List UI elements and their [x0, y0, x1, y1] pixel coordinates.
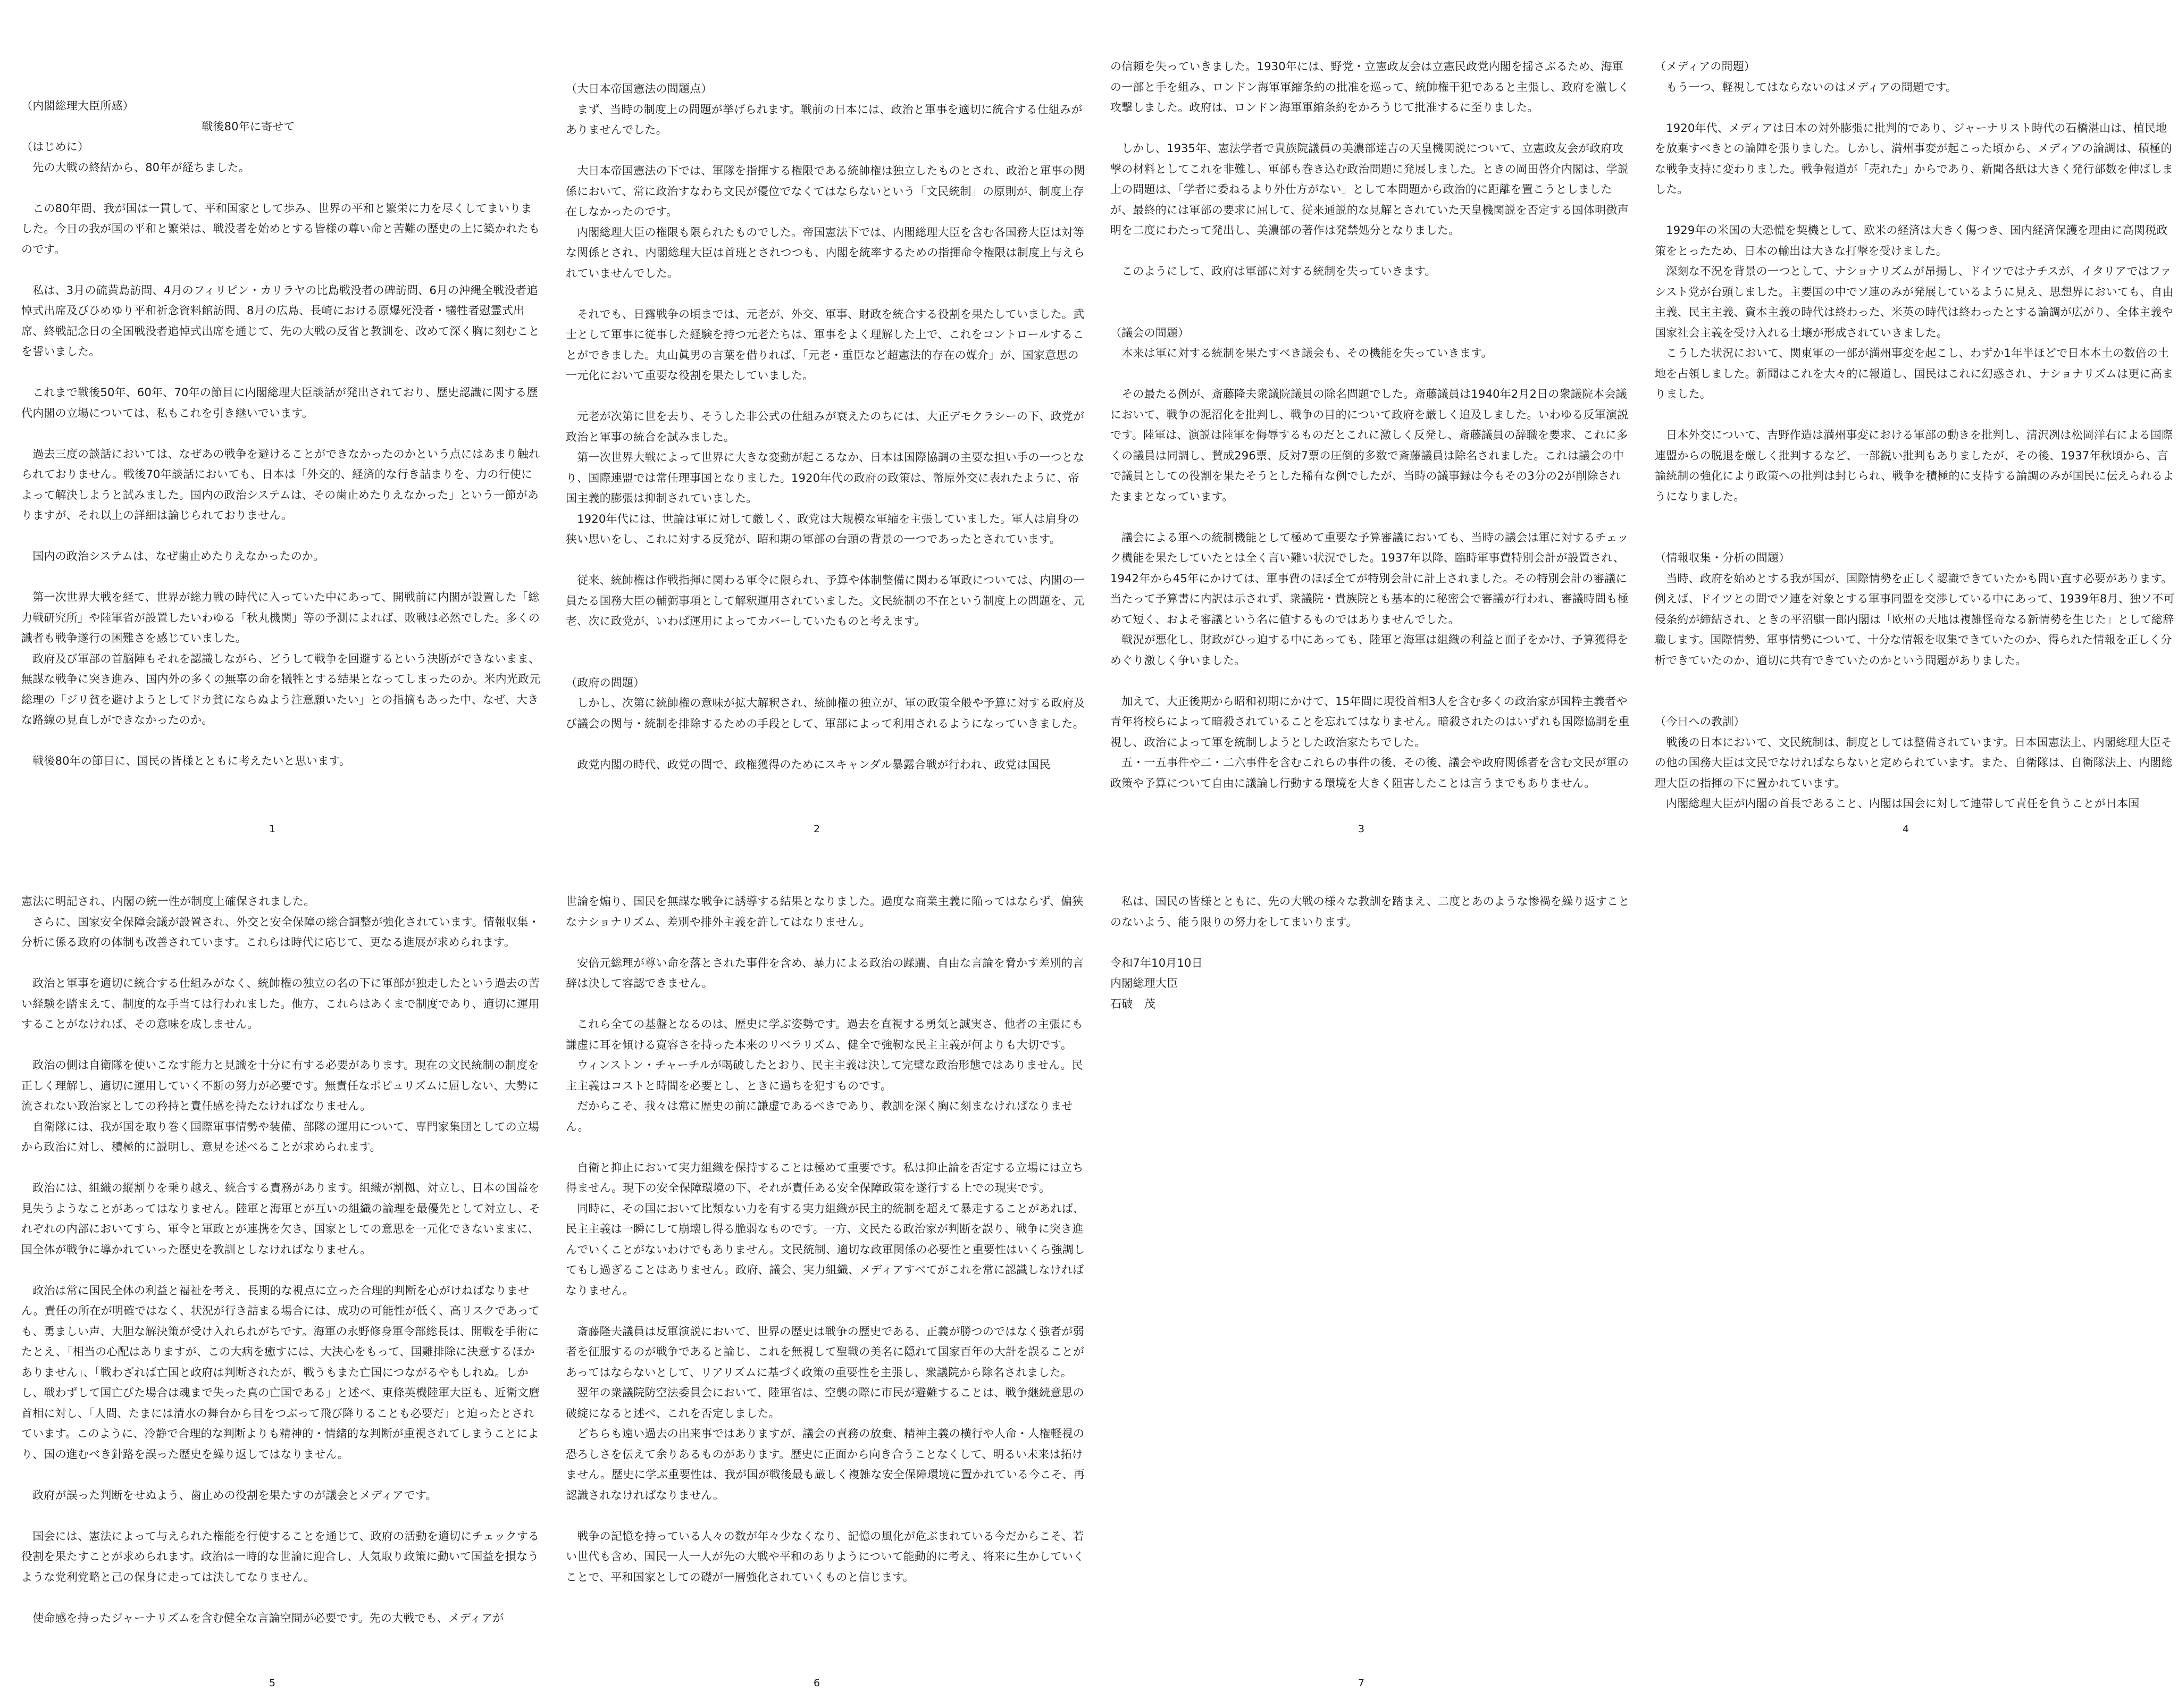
page-text: 世論を煽り、国民を無謀な戦争に誘導する結果となりました。過度な商業主義に陥ってはならず、偏狭なナショナリズム、差別や排外主義を許してはなりません。 安倍元総理が尊い命を落とされた事件を含め、暴力による政治の蹂躙、自由な言論を脅かす差別的言辞は決して容認できません。 これら全ての基盤となるのは、歴史に学ぶ姿勢です。過去を直視する勇気と誠実さ、他者の主張にも謙虚に耳を傾ける寛容さを持った本来のリベラリズム、健全で強靭な民主主義が何よりも大切です。 ウィンストン・チャーチルが喝破したとおり、民主主義は決して完璧な政治形態ではありません。民主主義はコストと時間を必要とし、ときに過ちを犯すものです。 だからこそ、我々は常に歴史の前に謙虚であるべきであり、教訓を深く胸に刻まなければなりません。 自衛と抑止において実力組織を保持することは極めて重要です。私は抑止論を否定する立場には立ち得ません。現下の安全保障環境の下、それが責任ある安全保障政策を遂行する上での現実です。 同時に、その国において比類ない力を有する実力組織が民主的統制を超えて暴走することがあれば、民主主義は一瞬にして崩壊し得る脆弱なものです。一方、文民たる政治家が判断を誤り、戦争に突き進んでいくことがないわけでもありません。文民統制、適切な政軍関係の必要性と重要性はいくら強調してもし過ぎることはありません。政府、議会、実力組織、メディアすべてがこれを常に認識しなければなりません。 斎藤隆夫議員は反軍演説において、世界の歴史は戦争の歴史である、正義が勝つのではなく強者が弱者を征服するのが戦争であると論じ、これを無視して聖戦の美名に隠れて国家百年の大計を誤ることがあってはならないとして、リアリズムに基づく政策の重要性を主張し、衆議院から除名されました。 翌年の衆議院防空法委員会において、陸軍省は、空襲の際に市民が避難することは、戦争継続意思の破綻になると述べ、これを否定しました。 どちらも遠い過去の出来事ではありますが、議会の責務の放棄、精神主義の横行や人命・人権軽視の恐ろしさを伝えて余りあるものがあります。歴史に正面から向き合うことなくして、明るい未来は拓けません。歴史に学ぶ重要性は、我が国が戦後最も厳しく複雑な安全保障環境に置かれている今こそ、再認識されなければなりません。 戦争の記憶を持っている人々の数が年々少なくなり、記憶の風化が危ぶまれている今だからこそ、若い世代も含め、国民一人一人が先の大戦や平和のありようについて能動的に考え、将来に生かしていくことで、平和国家としての礎が一層強化されていくものと信じます。 [566, 895, 1085, 1584]
page-number: 6 [813, 1677, 820, 1689]
page-number: 3 [1358, 823, 1365, 835]
page-text: 私は、国民の皆様とともに、先の大戦の様々な教訓を踏まえ、二度とあのような惨禍を繰り返すことのないよう、能う限りの努力をしてまいります。 令和7年10月10日 内閣総理大臣 石破 茂 [1110, 895, 1630, 1010]
page-number: 5 [269, 1677, 276, 1689]
page-7 [1089, 854, 1630, 1708]
page-number: 2 [813, 823, 820, 835]
page-1 [0, 0, 541, 854]
page-text: 憲法に明記され、内閣の統一性が制度上確保されました。 さらに、国家安全保障会議が設置され、外交と安全保障の総合調整が強化されています。情報収集・分析に係る政府の体制も改善されています。これらは時代に応じて、更なる進展が求められます。 政治と軍事を適切に統合する仕組みがなく、統帥権の独立の名の下に軍部が独走したという過去の苦い経験を踏まえて、制度的な手当ては行われました。他方、これらはあくまで制度であり、適切に運用することがなければ、その意味を成しません。 政治の側は自衛隊を使いこなす能力と見識を十分に有する必要があります。現在の文民統制の制度を正しく理解し、適切に運用していく不断の努力が必要です。無責任なポピュリズムに屈しない、大勢に流されない政治家としての矜持と責任感を持たなければなりません。 自衛隊には、我が国を取り巻く国際軍事情勢や装備、部隊の運用について、専門家集団としての立場から政治に対し、積極的に説明し、意見を述べることが求められます。 政治には、組織の縦割りを乗り越え、統合する責務があります。組織が割拠、対立し、日本の国益を見失うようなことがあってはなりません。陸軍と海軍とが互いの組織の論理を最優先として対立し、それぞれの内部においてすら、軍令と軍政とが連携を欠き、国家としての意思を一元化できないままに、国全体が戦争に導かれていった歴史を教訓としなければなりません。 政治は常に国民全体の利益と福祉を考え、長期的な視点に立った合理的判断を心がけねばなりません。責任の所在が明確ではなく、状況が行き詰まる場合には、成功の可能性が低く、高リスクであっても、勇ましい声、大胆な解決策が受け入れられがちです。海軍の永野修身軍令部総長は、開戦を手術にたとえ、「相当の心配はありますが、この大病を癒すには、大決心をもって、国難排除に決意するほかありません」、「戦わざれば亡国と政府は判断されたが、戦うもまた亡国につながるやもしれぬ。しかし、戦わずして国亡びた場合は魂まで失った真の亡国である」と述べ、東條英機陸軍大臣も、近衛文麿首相に対し、「人間、たまには清水の舞台から目をつぶって飛び降りることも必要だ」と迫ったとされています。このように、冷静で合理的な判断よりも精神的・情緒的な判断が重視されてしまうことにより、国の進むべき針路を誤った歴史を繰り返してはなりません。 政府が誤った判断をせぬよう、歯止めの役割を果たすのが議会とメディアです。 国会には、憲法によって与えられた権能を行使することを通じて、政府の活動を適切にチェックする役割を果たすことが求められます。政治は一時的な世論に迎合し、人気取り政策に動いて国益を損なうような党利党略と己の保身に走っては決してなりません。 使命感を持ったジャーナリズムを含む健全な言論空間が必要です。先の大戦でも、メディアが [21, 895, 541, 1625]
page-text: （内閣総理大臣所感） 戦後80年に寄せて （はじめに） 先の大戦の終結から、80年が経ちました。 この80年間、我が国は一貫して、平和国家として歩み、世界の平和と繁栄に力を尽くしてまいりました。今日の我が国の平和と繁栄は、戦没者を始めとする皆様の尊い命と苦難の歴史の上に築かれたものです。 私は、3月の硫黄島訪問、4月のフィリピン・カリラヤの比島戦没者の碑訪問、6月の沖縄全戦没者追悼式出席及びひめゆり平和祈念資料館訪問、8月の広島、長崎における原爆死没者・犠牲者慰霊式出席、終戦記念日の全国戦没者追悼式出席を通じて、先の大戦の反省と教訓を、改めて深く胸に刻むことを誓いました。 これまで戦後50年、60年、70年の節目に内閣総理大臣談話が発出されており、歴史認識に関する歴代内閣の立場については、私もこれを引き継いでいます。 過去三度の談話においては、なぜあの戦争を避けることができなかったのかという点にはあまり触れられておりません。戦後70年談話においても、日本は「外交的、経済的な行き詰まりを、力の行使によって解決しようと試みました。国内の政治システムは、その歯止めたりえなかった」という一節がありますが、それ以上の詳細は論じられておりません。 国内の政治システムは、なぜ歯止めたりえなかったのか。 第一次世界大戦を経て、世界が総力戦の時代に入っていた中にあって、開戦前に内閣が設置した「総力戦研究所」や陸軍省が設置したいわゆる「秋丸機関」等の予測によれば、敗戦は必然でした。多くの識者も戦争遂行の困難さを感じていました。 政府及び軍部の首脳陣もそれを認識しながら、どうして戦争を回避するという決断ができないまま、無謀な戦争に突き進み、国内外の多くの無辜の命を犠牲とする結果となってしまったのか。米内光政元総理の「ジリ貧を避けようとしてドカ貧にならぬよう注意願いたい」との指摘もあった中、なぜ、大きな路線の見直しができなかったのか。 戦後80年の節目に、国民の皆様とともに考えたいと思います。 [21, 99, 541, 767]
page-text: （メディアの問題） もう一つ、軽視してはならないのはメディアの問題です。 1920年代、メディアは日本の対外膨張に批判的であり、ジャーナリスト時代の石橋湛山は、植民地を放棄すべきとの論陣を張りました。しかし、満州事変が起こった頃から、メディアの論調は、積極的な戦争支持に変わりました。戦争報道が「売れた」からであり、新聞各紙は大きく発行部数を伸ばしました。 1929年の米国の大恐慌を契機として、欧米の経済は大きく傷つき、国内経済保護を理由に高関税政策をとったため、日本の輸出は大きな打撃を受けました。 深刻な不況を背景の一つとして、ナショナリズムが昂揚し、ドイツではナチスが、イタリアではファシスト党が台頭しました。主要国の中でソ連のみが発展しているように見え、思想界においても、自由主義、民主主義、資本主義の時代は終わった、米英の時代は終わったとする論調が広がり、全体主義や国家社会主義を受け入れる土壌が形成されていきました。 こうした状況において、関東軍の一部が満州事変を起こし、わずか1年半ほどで日本本土の数倍の土地を占領しました。新聞はこれを大々的に報道し、国民はこれに幻惑され、ナショナリズムは更に高まりました。 日本外交について、吉野作造は満州事変における軍部の動きを批判し、清沢冽は松岡洋右による国際連盟からの脱退を厳しく批判するなど、一部鋭い批判もありましたが、その後、1937年秋頃から、言論統制の強化により政策への批判は封じられ、戦争を積極的に支持する論調のみが国民に伝えられるようになりました。 （情報収集・分析の問題） 当時、政府を始めとする我が国が、国際情勢を正しく認識できていたかも問い直す必要があります。例えば、ドイツとの間でソ連を対象とする軍事同盟を交渉している中にあって、1939年8月、独ソ不可侵条約が締結され、ときの平沼騏一郎内閣は「欧州の天地は複雑怪奇なる新情勢を生じた」として総辞職します。国際情勢、軍事情勢について、十分な情報を収集できていたのか、得られた情報を正しく分析できていたのか、適切に共有できていたのかという問題がありました。 （今日への教訓） 戦後の日本において、文民統制は、制度としては整備されています。日本国憲法上、内閣総理大臣その他の国務大臣は文民でなければならないと定められています。また、自衛隊は、自衛隊法上、内閣総理大臣の指揮の下に置かれています。 内閣総理大臣が内閣の首長であること、内閣は国会に対して連帯して責任を負うことが日本国 [1655, 60, 2175, 810]
page-3 [1089, 0, 1630, 854]
page-2 [544, 0, 1085, 854]
page-number: 4 [1902, 823, 1909, 835]
page-number: 1 [269, 823, 276, 835]
page-text: （大日本帝国憲法の問題点） まず、当時の制度上の問題が挙げられます。戦前の日本には、政治と軍事を適切に統合する仕組みがありませんでした。 大日本帝国憲法の下では、軍隊を指揮する権限である統帥権は独立したものとされ、政治と軍事の関係において、常に政治すなわち文民が優位でなくてはならないという「文民統制」の原則が、制度上存在しなかったのです。 内閣総理大臣の権限も限られたものでした。帝国憲法下では、内閣総理大臣を含む各国務大臣は対等な関係とされ、内閣総理大臣は首班とされつつも、内閣を統率するための指揮命令権限は制度上与えられていませんでした。 それでも、日露戦争の頃までは、元老が、外交、軍事、財政を統合する役割を果たしていました。武士として軍事に従事した経験を持つ元老たちは、軍事をよく理解した上で、これをコントロールすることができました。丸山眞男の言葉を借りれば、「元老・重臣など超憲法的存在の媒介」が、国家意思の一元化において重要な役割を果たしていました。 元老が次第に世を去り、そうした非公式の仕組みが衰えたのちには、大正デモクラシーの下、政党が政治と軍事の統合を試みました。 第一次世界大戦によって世界に大きな変動が起こるなか、日本は国際協調の主要な担い手の一つとなり、国際連盟では常任理事国となりました。1920年代の政府の政策は、幣原外交に表れたように、帝国主義的膨張は抑制されていました。 1920年代には、世論は軍に対して厳しく、政党は大規模な軍縮を主張していました。軍人は肩身の狭い思いをし、これに対する反発が、昭和期の軍部の台頭の背景の一つであったとされています。 従来、統帥権は作戦指揮に関わる軍令に限られ、予算や体制整備に関わる軍政については、内閣の一員たる国務大臣の輔弼事項として解釈運用されていました。文民統制の不在という制度上の問題を、元老、次に政党が、いわば運用によってカバーしていたものと考えます。 （政府の問題） しかし、次第に統帥権の意味が拡大解釈され、統帥権の独立が、軍の政策全般や予算に対する政府及び議会の関与・統制を排除するための手段として、軍部によって利用されるようになっていきました。 政党内閣の時代、政党の間で、政権獲得のためにスキャンダル暴露合戦が行われ、政党は国民 [566, 82, 1085, 771]
page-6 [544, 854, 1085, 1708]
page-number: 7 [1358, 1677, 1365, 1689]
page-5 [0, 854, 541, 1708]
page-text: の信頼を失っていきました。1930年には、野党・立憲政友会は立憲民政党内閣を揺さぶるため、海軍の一部と手を組み、ロンドン海軍軍縮条約の批准を巡って、統帥権干犯であると主張し、政府を激しく攻撃しました。政府は、ロンドン海軍軍縮条約をかろうじて批准するに至りました。 しかし、1935年、憲法学者で貴族院議員の美濃部達吉の天皇機関説について、立憲政友会が政府攻撃の材料としてこれを非難し、軍部も巻き込む政治問題に発展しました。ときの岡田啓介内閣は、学説上の問題は、「学者に委ねるより外仕方がない」として本問題から政治的に距離を置こうとしましたが、最終的には軍部の要求に屈して、従来通説的な見解とされていた天皇機関説を否定する国体明徴声明を二度にわたって発出し、美濃部の著作は発禁処分となりました。 このようにして、政府は軍部に対する統制を失っていきます。 （議会の問題） 本来は軍に対する統制を果たすべき議会も、その機能を失っていきます。 その最たる例が、斎藤隆夫衆議院議員の除名問題でした。斎藤議員は1940年2月2日の衆議院本会議において、戦争の泥沼化を批判し、戦争の目的について政府を厳しく追及しました。いわゆる反軍演説です。陸軍は、演説は陸軍を侮辱するものだとこれに激しく反発し、斎藤議員の辞職を要求、これに多くの議員は同調し、賛成296票、反対7票の圧倒的多数で斎藤議員は除名されました。これは議会の中で議員としての役割を果たそうとした稀有な例でしたが、当時の議事録は今もその3分の2が削除されたままとなっています。 議会による軍への統制機能として極めて重要な予算審議においても、当時の議会は軍に対するチェック機能を果たしていたとは全く言い難い状況でした。1937年以降、臨時軍事費特別会計が設置され、1942年から45年にかけては、軍事費のほぼ全てが特別会計に計上されました。その特別会計の審議に当たって予算書に内訳は示されず、衆議院・貴族院とも基本的に秘密会で審議が行われ、審議時間も極めて短く、およそ審議という名に値するものではありませんでした。 戦況が悪化し、財政がひっ迫する中にあっても、陸軍と海軍は組織の利益と面子をかけ、予算獲得をめぐり激しく争いました。 加えて、大正後期から昭和初期にかけて、15年間に現役首相3人を含む多くの政治家が国粋主義者や青年将校らによって暗殺されていることを忘れてはなりません。暗殺されたのはいずれも国際協調を重視し、政治によって軍を統制しようとした政治家たちでした。 五・一五事件や二・二六事件を含むこれらの事件の後、その後、議会や政府関係者を含む文民が軍の政策や予算について自由に議論し行動する環境を大きく阻害したことは言うまでもありません。 [1110, 60, 1630, 790]
page-4 [1634, 0, 2175, 854]
